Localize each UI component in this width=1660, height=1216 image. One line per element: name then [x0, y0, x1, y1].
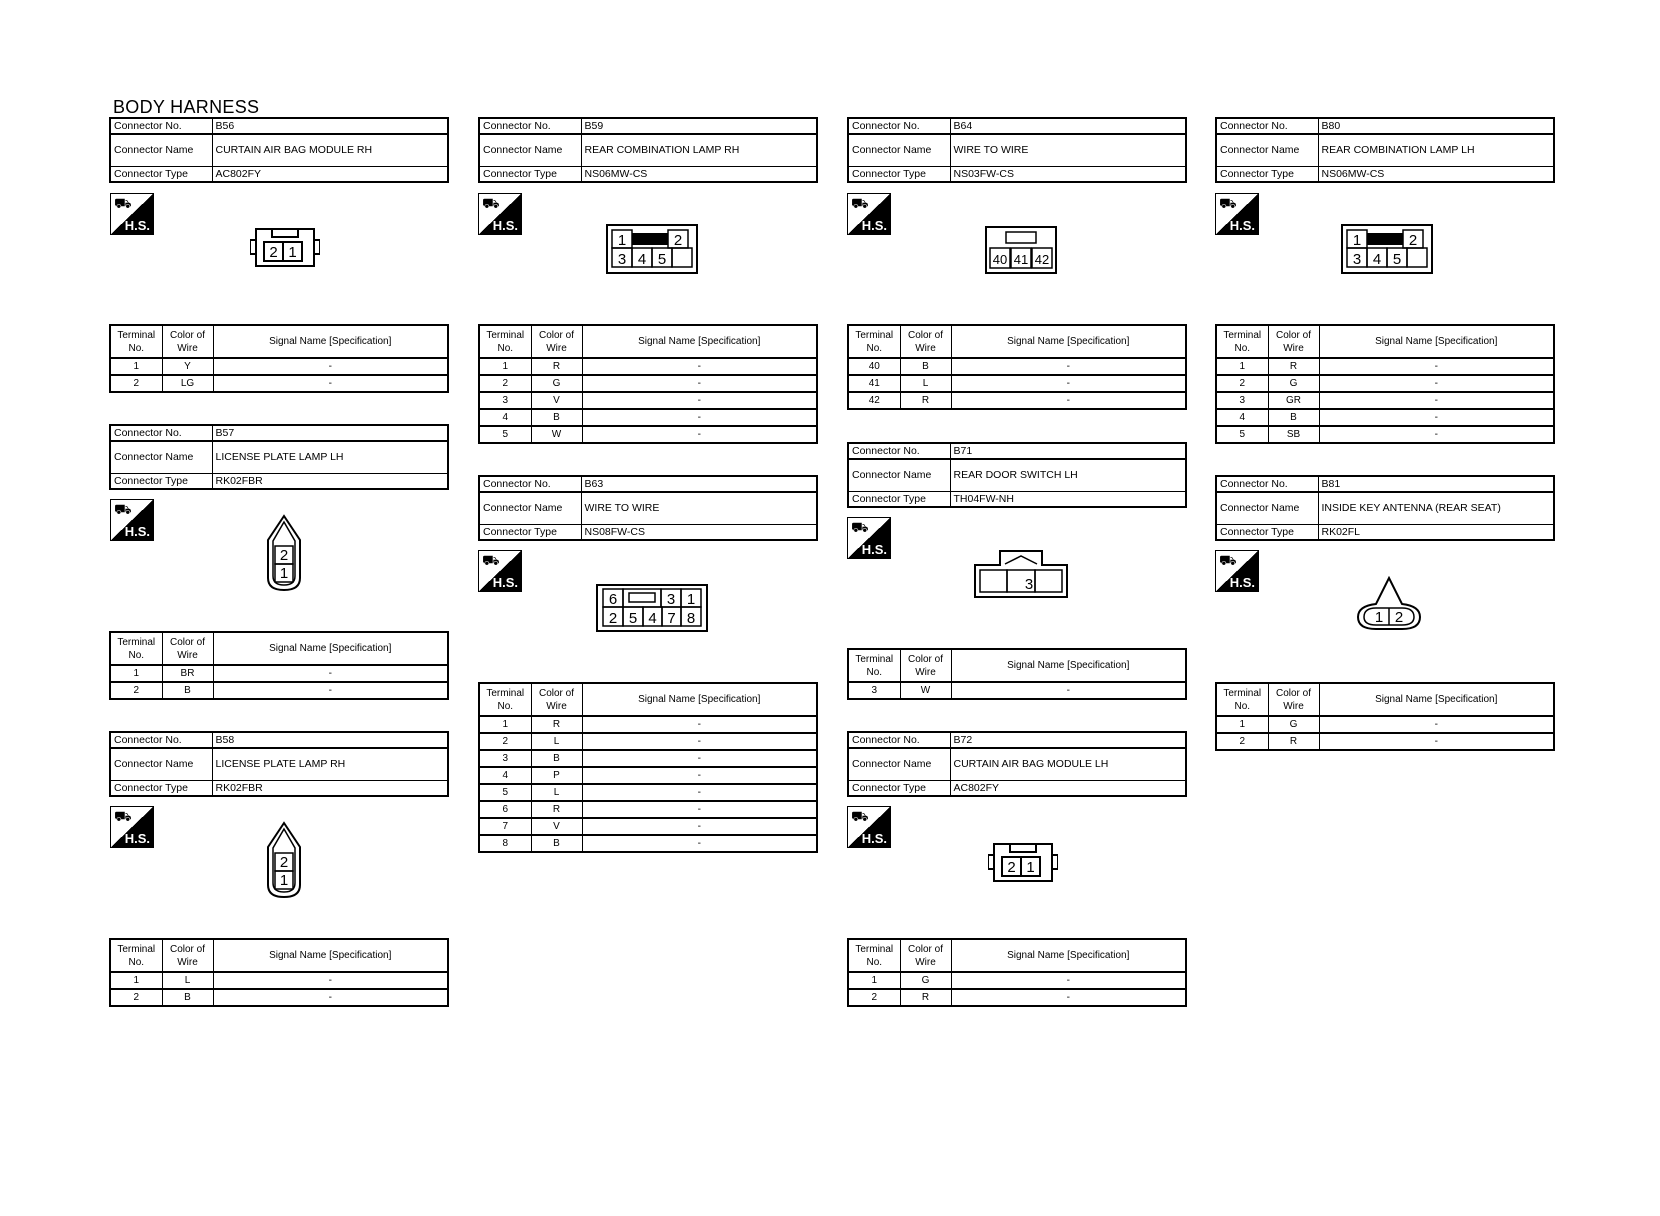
connector-name-value: LICENSE PLATE LAMP RH [212, 748, 448, 780]
connector-name-value: INSIDE KEY ANTENNA (REAR SEAT) [1318, 492, 1554, 524]
harness-side-icon: ⛟ H.S. [847, 517, 891, 559]
connector-no-value: B56 [212, 118, 448, 134]
terminal-cavity: 2 [269, 244, 278, 261]
connector-name-value: LICENSE PLATE LAMP LH [212, 441, 448, 473]
table-row: 2 B - [110, 682, 448, 699]
table-row: 8 B - [479, 835, 817, 852]
terminal-table-b81: Terminal No. Color of Wire Signal Name [Specification] 1 G - 2 R - [1215, 682, 1555, 751]
connector-name-value: REAR DOOR SWITCH LH [950, 459, 1186, 491]
connector-face-b58 [266, 821, 302, 901]
connector-name-value: REAR COMBINATION LAMP LH [1318, 134, 1554, 166]
connector-face-b64 [985, 226, 1057, 274]
terminal-cavity: 2 [1007, 859, 1016, 876]
connector-no-value: B57 [212, 425, 448, 441]
table-row: 2 R - [848, 989, 1186, 1006]
terminal-cavity: 1 [686, 591, 696, 608]
connector-face-b57 [266, 514, 302, 594]
terminal-cavity: 5 [628, 610, 638, 627]
terminal-table-b58: Terminal No. Color of Wire Signal Name [Specification] 1 L - 2 B - [109, 938, 449, 1007]
signal-name-header: Signal Name [Specification] [213, 325, 448, 358]
table-row: 1 R - [479, 716, 817, 733]
terminal-cavity: 40 [992, 252, 1008, 267]
terminal-cavity: 2 [1408, 232, 1418, 249]
connector-type-value: RK02FL [1318, 524, 1554, 540]
connector-info-b57: Connector No. B57 Connector Name LICENSE PLATE LAMP LH Connector Type RK02FBR [109, 424, 449, 490]
connector-info-b56 [109, 117, 449, 183]
terminal-cavity: 8 [686, 610, 696, 627]
table-row: 6 R - [479, 801, 817, 818]
connector-type-value: NS06MW-CS [1318, 166, 1554, 182]
terminal-cavity: 4 [1372, 251, 1382, 268]
table-row: 3 V - [479, 392, 817, 409]
terminal-cavity: 42 [1034, 252, 1050, 267]
table-row: 3 W - [848, 682, 1186, 699]
terminal-table-b72: Terminal No. Color of Wire Signal Name [Specification] 1 G - 2 R - [847, 938, 1187, 1007]
table-row: 2 L - [479, 733, 817, 750]
harness-side-icon: ⛟ H.S. [847, 193, 891, 235]
connector-type-value: NS08FW-CS [581, 524, 817, 540]
terminal-cavity: 1 [279, 872, 289, 889]
connector-name-label: Connector Name [110, 134, 212, 166]
connector-name-value: CURTAIN AIR BAG MODULE RH [212, 134, 448, 166]
connector-no-value: B71 [950, 443, 1186, 459]
connector-no-value: B58 [212, 732, 448, 748]
terminal-cavity: 3 [1352, 251, 1362, 268]
table-row: 1 Y - [110, 358, 448, 375]
connector-face-b80 [1341, 224, 1433, 274]
table-row: 1 G - [848, 972, 1186, 989]
connector-type-value: AC802FY [212, 166, 448, 182]
table-row: 5 W - [479, 426, 817, 443]
connector-info-b63: Connector No. B63 Connector Name WIRE TO WIRE Connector Type NS08FW-CS [478, 475, 818, 541]
harness-side-icon: ⛟ H.S. [1215, 550, 1259, 592]
table-row: 2 B - [110, 989, 448, 1006]
table-row: 2 G - [479, 375, 817, 392]
terminal-cavity: 1 [1374, 609, 1384, 626]
connector-no-value: B80 [1318, 118, 1554, 134]
connector-no-value: B64 [950, 118, 1186, 134]
terminal-cavity: 7 [667, 610, 676, 627]
connector-type-value: TH04FW-NH [950, 491, 1186, 507]
terminal-cavity: 2 [608, 610, 618, 627]
harness-side-icon: ⛟ H.S. [110, 499, 154, 541]
terminal-no-header: Terminal No. [110, 325, 162, 358]
terminal-table-b64: Terminal No. Color of Wire Signal Name [Specification] 40 B - 41 L - 42 R - [847, 324, 1187, 410]
connector-info-b59: Connector No. B59 Connector Name REAR COMBINATION LAMP RH Connector Type NS06MW-CS [478, 117, 818, 183]
terminal-cavity: 41 [1013, 252, 1029, 267]
table-row: 40 B - [848, 358, 1186, 375]
connector-no-label: Connector No. [110, 118, 212, 134]
table-row: 41 L - [848, 375, 1186, 392]
terminal-cavity: 1 [1352, 232, 1362, 249]
connector-type-value: RK02FBR [212, 473, 448, 489]
connector-face-b81 [1356, 576, 1422, 632]
connector-type-label: Connector Type [110, 166, 212, 182]
connector-face-b72 [988, 843, 1058, 883]
connector-name-value: WIRE TO WIRE [581, 492, 817, 524]
connector-info-b72: Connector No. B72 Connector Name CURTAIN AIR BAG MODULE LH Connector Type AC802FY [847, 731, 1187, 797]
terminal-table-b57: Terminal No. Color of Wire Signal Name [Specification] 1 BR - 2 B - [109, 631, 449, 700]
terminal-table-b56 [109, 324, 449, 393]
table-row: 1 L - [110, 972, 448, 989]
table-row: 4 B - [479, 409, 817, 426]
terminal-cavity: 1 [1026, 859, 1035, 876]
terminal-cavity: 2 [279, 854, 289, 871]
terminal-cavity: 6 [608, 591, 618, 608]
connector-face-b59 [606, 224, 698, 274]
connector-info-b81: Connector No. B81 Connector Name INSIDE KEY ANTENNA (REAR SEAT) Connector Type RK02FL [1215, 475, 1555, 541]
table-row: 42 R - [848, 392, 1186, 409]
connector-info-b64: Connector No. B64 Connector Name WIRE TO WIRE Connector Type NS03FW-CS [847, 117, 1187, 183]
table-row: 4 P - [479, 767, 817, 784]
table-row: 2 G - [1216, 375, 1554, 392]
table-row: 5 SB - [1216, 426, 1554, 443]
table-row: 2 LG - [110, 375, 448, 392]
table-row: 5 L - [479, 784, 817, 801]
table-row: 3 GR - [1216, 392, 1554, 409]
harness-side-icon: ⛟ H.S. [478, 550, 522, 592]
terminal-cavity: 3 [617, 251, 627, 268]
connector-info-b58: Connector No. B58 Connector Name LICENSE PLATE LAMP RH Connector Type RK02FBR [109, 731, 449, 797]
terminal-cavity: 1 [617, 232, 627, 249]
terminal-table-b71: Terminal No. Color of Wire Signal Name [Specification] 3 W - [847, 648, 1187, 700]
connector-face-b56 [250, 228, 320, 268]
connector-name-value: CURTAIN AIR BAG MODULE LH [950, 748, 1186, 780]
terminal-cavity: 4 [637, 251, 647, 268]
terminal-table-b63: Terminal No. Color of Wire Signal Name [Specification] 1 R - 2 L - 3 B - 4 P - 5 L - 6 R - 7 V - 8 B - [478, 682, 818, 853]
connector-info-b80: Connector No. B80 Connector Name REAR COMBINATION LAMP LH Connector Type NS06MW-CS [1215, 117, 1555, 183]
connector-type-value: AC802FY [950, 780, 1186, 796]
connector-no-value: B81 [1318, 476, 1554, 492]
connector-info-b71: Connector No. B71 Connector Name REAR DOOR SWITCH LH Connector Type TH04FW-NH [847, 442, 1187, 508]
connector-type-value: NS03FW-CS [950, 166, 1186, 182]
harness-side-icon: ⛟ H.S. [110, 806, 154, 848]
terminal-table-b80: Terminal No. Color of Wire Signal Name [Specification] 1 R - 2 G - 3 GR - 4 B - 5 SB - [1215, 324, 1555, 444]
terminal-cavity: 3 [666, 591, 676, 608]
table-row: 7 V - [479, 818, 817, 835]
harness-side-icon: ⛟ H.S. [847, 806, 891, 848]
connector-face-b71 [974, 550, 1068, 598]
connector-type-value: RK02FBR [212, 780, 448, 796]
connector-name-value: WIRE TO WIRE [950, 134, 1186, 166]
harness-side-icon: ⛟ H.S. [110, 193, 154, 235]
terminal-cavity: 2 [1394, 609, 1404, 626]
table-row: 3 B - [479, 750, 817, 767]
terminal-cavity: 1 [279, 565, 289, 582]
connector-name-value: REAR COMBINATION LAMP RH [581, 134, 817, 166]
terminal-table-b59: Terminal No. Color of Wire Signal Name [Specification] 1 R - 2 G - 3 V - 4 B - 5 W - [478, 324, 818, 444]
table-row: 1 R - [479, 358, 817, 375]
table-row: 1 R - [1216, 358, 1554, 375]
harness-side-icon: ⛟ H.S. [1215, 193, 1259, 235]
terminal-cavity: 2 [673, 232, 683, 249]
terminal-cavity: 4 [648, 610, 657, 627]
table-row: 1 BR - [110, 665, 448, 682]
table-row: 4 B - [1216, 409, 1554, 426]
connector-no-value: B59 [581, 118, 817, 134]
terminal-cavity: 5 [1392, 251, 1402, 268]
connector-face-b63 [596, 584, 708, 632]
terminal-cavity: 1 [288, 244, 297, 261]
connector-type-value: NS06MW-CS [581, 166, 817, 182]
terminal-cavity: 5 [657, 251, 667, 268]
table-row: 2 R - [1216, 733, 1554, 750]
harness-side-icon: ⛟ H.S. [478, 193, 522, 235]
page-title: BODY HARNESS [113, 97, 260, 117]
terminal-cavity: 2 [279, 547, 289, 564]
connector-no-value: B63 [581, 476, 817, 492]
color-of-wire-header: Color of Wire [162, 325, 213, 358]
table-row: 1 G - [1216, 716, 1554, 733]
connector-no-value: B72 [950, 732, 1186, 748]
terminal-cavity: 3 [1024, 576, 1034, 593]
